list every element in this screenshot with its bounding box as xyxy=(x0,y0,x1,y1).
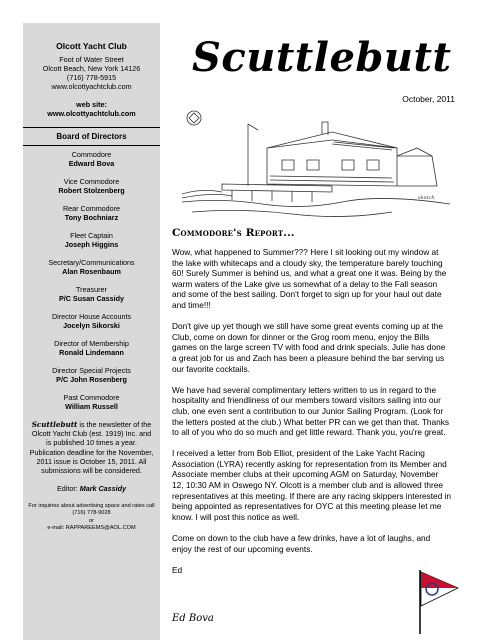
address-line2: Olcott Beach, New York 14126 xyxy=(42,64,141,73)
club-phone: (716) 778-5915 xyxy=(66,73,117,82)
officer-name: Robert Stolzenberg xyxy=(58,186,125,195)
sidebar xyxy=(23,23,160,640)
divider xyxy=(23,145,160,146)
signature: Ed Bova xyxy=(172,613,214,624)
officer-list xyxy=(23,150,160,411)
report-paragraph: Come on down to the club have a few drinks, have a lot of laughs, and enjoy the rest of our upcoming events. xyxy=(172,533,431,554)
officer-role: Director Special Projects xyxy=(52,366,131,375)
newsletter-blurb xyxy=(23,420,160,475)
ads-email[interactable]: e-mail: RAPPAREEMS@AOL.COM xyxy=(47,524,136,531)
web-label: web site: xyxy=(76,100,107,109)
officer-name: Edward Bova xyxy=(68,159,115,168)
officer-role: Fleet Captain xyxy=(70,231,113,240)
ads-phone: (716) 778-9028 xyxy=(72,510,111,517)
ads-line: For inquiries about advertising space and rates call xyxy=(28,503,155,510)
officer-name: Alan Rosenbaum xyxy=(62,267,121,276)
officer-role: Rear Commodore xyxy=(62,204,121,213)
officer-name: P/C John Rosenberg xyxy=(56,375,127,384)
officer-name: William Russell xyxy=(65,402,118,411)
officer-name: Tony Bochniarz xyxy=(64,213,119,222)
club-name: Olcott Yacht Club xyxy=(56,41,127,51)
ads-info xyxy=(23,503,160,532)
newsletter-name: Scuttlebutt xyxy=(31,420,78,429)
issue-date: October, 2011 xyxy=(402,94,455,104)
editor-name: Mark Cassidy xyxy=(79,484,127,494)
officer-role: Past Commodore xyxy=(63,393,120,402)
svg-text:sketch: sketch xyxy=(418,195,435,201)
officer-role: Director House Accounts xyxy=(51,312,132,321)
newsletter-title: Scuttlebutt xyxy=(192,34,452,81)
report-paragraph: We have had several complimentary letters written to us in regard to the hospitality and friendliness of our members toward visitors sailing into our club, one even sent a contribution to our Junior Sailing Program. (Look for the letters posted at the club.) What better PR can we get than that. Thanks to all of you who do so much and get little reward. Thank you, you're great. xyxy=(172,384,450,438)
newsletter-text: is the newsletter of the Olcott Yacht Club (est. 1919) Inc. and is published 10 times a year. Publication deadline for the November, 2011 issue is October 15, 2011. All submissions will be considered. xyxy=(29,420,154,476)
report-paragraph: I received a letter from Bob Elliot, president of the Lake Yacht Racing Association (LYRA) recently asking for representation from its Member and Associate member clubs at their upcoming AGM on Saturday, November 12, 10:30 AM in Oswego NY. Olcott is a member club and is allowed three representatives at this meeting. If there are any racing skippers interested in being appointed as representatives for OYC at this meeting please let me know. I will post this notice as well. xyxy=(172,448,452,522)
officer-role: Director of Membership xyxy=(54,339,129,348)
clubhouse-sketch xyxy=(182,104,450,222)
divider xyxy=(23,127,160,128)
officer-name: Joseph Higgins xyxy=(64,240,119,249)
board-heading: Board of Directors xyxy=(56,132,127,141)
report-paragraph: Don't give up yet though we still have some great events coming up at the Club, come on down for dinner or the Grog room menu, enjoy the Bills games on the large screen TV with food and drink specials. Julie has done a great job for us and Zach has been a pleasure behind the bar serving us our favorite cocktails. xyxy=(172,321,446,374)
editor-line xyxy=(23,484,160,493)
report-title: Commodore's Report... xyxy=(172,227,295,239)
officer-name: P/C Susan Cassidy xyxy=(58,294,125,303)
web-url[interactable]: www.olcottyachtclub.com xyxy=(47,109,136,118)
club-burgee-logo xyxy=(412,566,462,636)
report-body xyxy=(172,247,452,575)
officer-name: Jocelyn Sikorski xyxy=(63,321,120,330)
report-paragraph: Wow, what happened to Summer??? Here I sit looking out my window at the lake with whitecaps and a cloudy sky, the temperature barely touching 60! Surely Summer is behind us, and what a great one it was. Being by the warm waters of the Lake give us somewhat of a delay to the Fall season and some of the best sailing. Don't forget to sign up for your haul out date and time!!! xyxy=(172,247,447,310)
club-website[interactable]: www.olcottyachtclub.com xyxy=(51,82,132,91)
officer-role: Vice Commodore xyxy=(63,177,120,186)
officer-role: Secretary/Communications xyxy=(48,258,135,267)
sign-off: Ed xyxy=(172,564,183,575)
officer-role: Treasurer xyxy=(76,285,107,294)
address-line1: Foot of Water Street xyxy=(59,55,124,64)
ads-or: or xyxy=(89,517,94,524)
editor-label: Editor: xyxy=(56,484,80,494)
officer-name: Ronald Lindemann xyxy=(59,348,124,357)
officer-role: Commodore xyxy=(71,150,112,159)
